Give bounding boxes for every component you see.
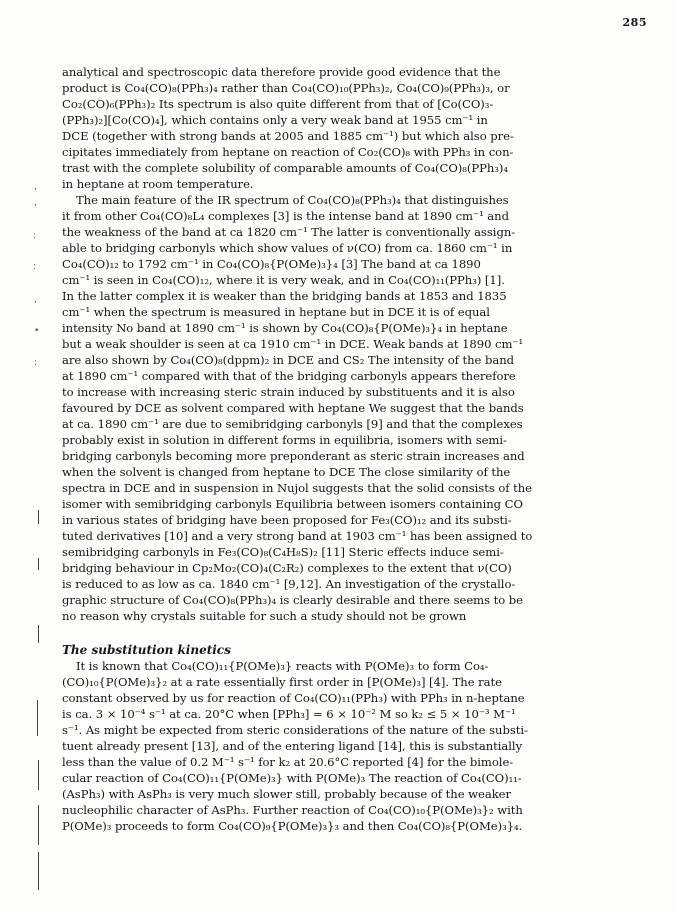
margin-mark: : bbox=[33, 262, 37, 272]
text-line: less than the value of 0.2 M⁻¹ s⁻¹ for k₂ at 20.6°C reported [4] for the bimole- bbox=[62, 755, 514, 769]
text-line: to increase with increasing steric strain induced by substituents and it is also bbox=[62, 385, 515, 399]
margin-mark: , bbox=[34, 182, 37, 192]
text-line: tuent already present [13], and of the entering ligand [14], this is substantially bbox=[62, 739, 523, 753]
text-line: cular reaction of Co₄(CO)₁₁{P(OMe)₃} with P(OMe)₃ The reaction of Co₄(CO)₁₁- bbox=[62, 771, 522, 785]
text-line: graphic structure of Co₄(CO)₈(PPh₃)₄ is clearly desirable and there seems to be bbox=[62, 593, 523, 607]
paragraph-ir-spectrum bbox=[62, 192, 642, 624]
margin-mark bbox=[38, 510, 39, 524]
page-number: 285 bbox=[622, 16, 647, 29]
text-line: bridging carbonyls becoming more preponderant as steric strain increases and bbox=[62, 449, 525, 463]
text-line: constant observed by us for reaction of Co₄(CO)₁₁(PPh₃) with PPh₃ in n-heptane bbox=[62, 691, 525, 705]
text-line: probably exist in solution in different forms in equilibria, isomers with semi- bbox=[62, 433, 507, 447]
text-line: Co₄(CO)₁₂ to 1792 cm⁻¹ in Co₄(CO)₈{P(OMe)₃}₄ [3] The band at ca 1890 bbox=[62, 257, 481, 271]
text-line: in heptane at room temperature. bbox=[62, 177, 254, 191]
text-line: Co₂(CO)₆(PPh₃)₂ Its spectrum is also quite different from that of [Co(CO)₃- bbox=[62, 97, 494, 111]
text-line: s⁻¹. As might be expected from steric considerations of the nature of the substi- bbox=[62, 723, 528, 737]
margin-mark: : bbox=[34, 358, 38, 368]
margin-mark bbox=[37, 700, 38, 736]
text-line: in various states of bridging have been proposed for Fe₃(CO)₁₂ and its substi- bbox=[62, 513, 512, 527]
text-line: cm⁻¹ is seen in Co₄(CO)₁₂, where it is very weak, and in Co₄(CO)₁₁(PPh₃) [1]. bbox=[62, 273, 505, 287]
margin-mark bbox=[38, 760, 39, 790]
text-line: favoured by DCE as solvent compared with heptane We suggest that the bands bbox=[62, 401, 524, 415]
text-line: able to bridging carbonyls which show values of ν(CO) from ca. 1860 cm⁻¹ in bbox=[62, 241, 513, 255]
text-line: product is Co₄(CO)₈(PPh₃)₄ rather than Co₄(CO)₁₀(PPh₃)₂, Co₄(CO)₉(PPh₃)₃, or bbox=[62, 81, 510, 95]
text-line: DCE (together with strong bands at 2005 and 1885 cm⁻¹) but which also pre- bbox=[62, 129, 514, 143]
text-line: nucleophilic character of AsPh₃. Further reaction of Co₄(CO)₁₀{P(OMe)₃}₂ with bbox=[62, 803, 523, 817]
text-line: (CO)₁₀{P(OMe)₃}₂ at a rate essentially first order in [P(OMe)₃] [4]. The rate bbox=[62, 675, 502, 689]
text-line: bridging behaviour in Cp₂Mo₂(CO)₄(C₂R₂) complexes to the extent that ν(CO) bbox=[62, 561, 512, 575]
text-line: P(OMe)₃ proceeds to form Co₄(CO)₉{P(OMe)₃}₃ and then Co₄(CO)₈{P(OMe)₃}₄. bbox=[62, 819, 523, 833]
margin-mark: • bbox=[34, 326, 40, 336]
text-line: spectra in DCE and in suspension in Nujol suggests that the solid consists of the bbox=[62, 481, 532, 495]
margin-mark: , bbox=[34, 295, 37, 305]
text-line: tuted derivatives [10] and a very strong band at 1903 cm⁻¹ has been assigned to bbox=[62, 529, 533, 543]
text-line: The main feature of the IR spectrum of Co₄(CO)₈(PPh₃)₄ that distinguishes bbox=[76, 193, 509, 207]
paragraph-continuation bbox=[62, 64, 642, 192]
text-line: analytical and spectroscopic data therefore provide good evidence that the bbox=[62, 65, 501, 79]
text-line: are also shown by Co₄(CO)₈(dppm)₂ in DCE and CS₂ The intensity of the band bbox=[62, 353, 514, 367]
paragraph-kinetics bbox=[62, 658, 642, 834]
margin-mark: , bbox=[34, 198, 37, 208]
text-line: at 1890 cm⁻¹ compared with that of the bridging carbonyls appears therefore bbox=[62, 369, 516, 383]
text-line: intensity No band at 1890 cm⁻¹ is shown by Co₄(CO)₈{P(OMe)₃}₄ in heptane bbox=[62, 321, 508, 335]
margin-mark bbox=[38, 805, 39, 845]
text-line: is ca. 3 × 10⁻⁴ s⁻¹ at ca. 20°C when [PPh₃] = 6 × 10⁻² M so k₂ ≤ 5 × 10⁻³ M⁻¹ bbox=[62, 707, 516, 721]
body-text bbox=[62, 64, 642, 834]
margin-mark: : bbox=[33, 231, 37, 241]
text-line: cm⁻¹ when the spectrum is measured in heptane but in DCE it is of equal bbox=[62, 305, 490, 319]
text-line: cipitates immediately from heptane on reaction of Co₂(CO)₈ with PPh₃ in con- bbox=[62, 145, 514, 159]
margin-mark bbox=[38, 558, 39, 570]
text-line: but a weak shoulder is seen at ca 1910 cm⁻¹ in DCE. Weak bands at 1890 cm⁻¹ bbox=[62, 337, 524, 351]
text-line: when the solvent is changed from heptane to DCE The close similarity of the bbox=[62, 465, 511, 479]
text-line: the weakness of the band at ca 1820 cm⁻¹ The latter is conventionally assign- bbox=[62, 225, 516, 239]
text-line: no reason why crystals suitable for such a study should not be grown bbox=[62, 609, 467, 623]
text-line: semibridging carbonyls in Fe₃(CO)₈(C₄H₈S)₂ [11] Steric effects induce semi- bbox=[62, 545, 504, 559]
text-line: In the latter complex it is weaker than the bridging bands at 1853 and 1835 bbox=[62, 289, 507, 303]
text-line: It is known that Co₄(CO)₁₁{P(OMe)₃} reacts with P(OMe)₃ to form Co₄- bbox=[76, 659, 489, 673]
margin-mark bbox=[38, 852, 39, 890]
section-heading: The substitution kinetics bbox=[62, 643, 231, 657]
text-line: (AsPh₃) with AsPh₃ is very much slower still, probably because of the weaker bbox=[62, 787, 511, 801]
text-line: isomer with semibridging carbonyls Equilibria between isomers containing CO bbox=[62, 497, 523, 511]
text-line: it from other Co₄(CO)₈L₄ complexes [3] is the intense band at 1890 cm⁻¹ and bbox=[62, 209, 509, 223]
text-line: trast with the complete solubility of comparable amounts of Co₄(CO)₈(PPh₃)₄ bbox=[62, 161, 508, 175]
text-line: (PPh₃)₂][Co(CO)₄], which contains only a very weak band at 1955 cm⁻¹ in bbox=[62, 113, 488, 127]
margin-mark bbox=[38, 625, 39, 643]
text-line: is reduced to as low as ca. 1840 cm⁻¹ [9,12]. An investigation of the crystallo- bbox=[62, 577, 516, 591]
text-line: at ca. 1890 cm⁻¹ are due to semibridging carbonyls [9] and that the complexes bbox=[62, 417, 523, 431]
